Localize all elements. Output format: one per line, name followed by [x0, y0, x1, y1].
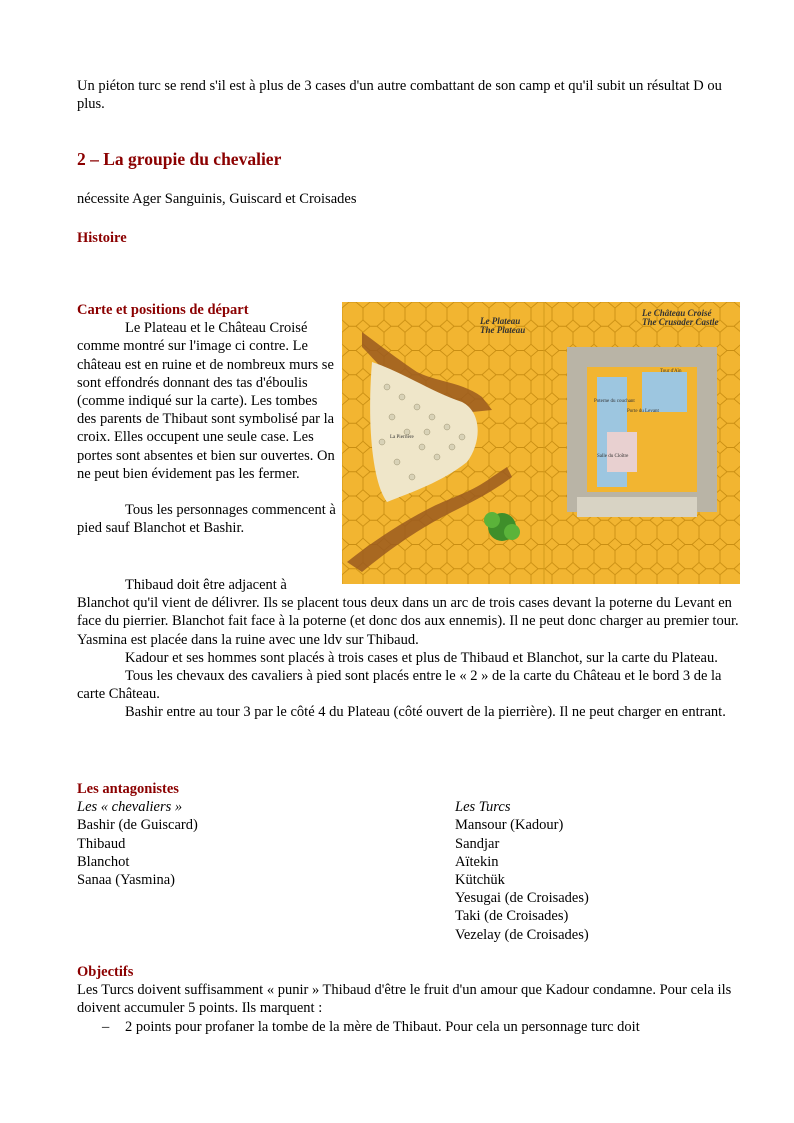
- game-map: [342, 302, 740, 584]
- chevaliers-title: Les « chevaliers »: [77, 799, 183, 816]
- objectifs-list: [77, 1018, 741, 1036]
- turc-item: Yesugai (de Croisades): [455, 890, 589, 907]
- objectifs-paragraph: Les Turcs doivent suffisamment « punir » Thibaud d'être le fruit d'un amour que Kadour condamne. Pour cela ils doivent accumuler 5 points. Ils marquent :: [77, 982, 732, 1017]
- antagonistes-heading: Les antagonistes: [77, 781, 179, 797]
- intro-text: Un piéton turc se rend s'il est à plus de 3 cases d'un autre combattant de son camp et qu'il subit un résultat D ou plus.: [77, 78, 722, 113]
- map-plateau-fr: Le Plateau: [480, 316, 521, 326]
- turc-item: Vezelay (de Croisades): [455, 926, 589, 943]
- castle-graphic: [567, 347, 717, 517]
- chevalier-item: Thibaud: [77, 835, 126, 852]
- antagonistes-section: [77, 780, 741, 944]
- carte-section: [77, 301, 339, 537]
- requirements: nécessite Ager Sanguinis, Guiscard et Croisades: [77, 191, 357, 207]
- map-castle-fr: Le Château Croisé: [642, 308, 712, 318]
- carte-paragraph-4: Kadour et ses hommes sont placés à trois cases et plus de Thibaud et Blanchot, sur la carte du Plateau.: [125, 649, 718, 666]
- chevaliers-column: [77, 798, 455, 944]
- carte-continued: [77, 576, 741, 722]
- map-castle-en: The Crusader Castle: [642, 317, 719, 327]
- carte-paragraph-2: Tous les personnages commencent à pied sauf Blanchot et Bashir.: [77, 502, 336, 537]
- chevalier-item: Sanaa (Yasmina): [77, 872, 175, 889]
- map-porte-label: Porte du Levant: [627, 409, 659, 414]
- turc-item: Aïtekin: [455, 853, 499, 870]
- map-poterne-label: Poterne du couchant: [594, 399, 635, 404]
- chevalier-item: Blanchot: [77, 853, 130, 870]
- turcs-column: [455, 798, 589, 944]
- turc-item: Sandjar: [455, 835, 500, 852]
- turcs-title: Les Turcs: [455, 799, 511, 816]
- objectifs-heading: Objectifs: [77, 964, 134, 980]
- map-graphic: [342, 302, 740, 584]
- objectif-item: – 2 points pour profaner la tombe de la mère de Thibaut. Pour cela un personnage turc doit: [77, 1018, 741, 1036]
- turc-item: Mansour (Kadour): [455, 817, 564, 834]
- turc-item: Kütchük: [455, 872, 505, 889]
- carte-paragraph-3: Thibaud doit être adjacent à Blanchot qu'il vient de délivrer. Ils se placent tous deux dans un arc de trois cases devant la poterne du Levant en face du pierrier. Blanchot fait face à la poterne (et donc dos aux ennemis). Il ne peut donc charger au premier tour. Yasmina est placée dans la ruine avec une ldv sur Thibaud.: [77, 577, 739, 648]
- map-plateau-en: The Plateau: [480, 325, 526, 335]
- map-salle-label: Salle du Cloître: [597, 454, 629, 459]
- carte-heading: Carte et positions de départ: [77, 302, 249, 318]
- carte-paragraph-1: Le Plateau et le Château Croisé comme montré sur l'image ci contre. Le château est en ruine et de nombreux murs se sont effondrés donnant des tas d'éboulis (comme indiqué sur la carte). Les tombes des parents de Thibaut sont symbolisé par la croix. Elles occupent une seule case. Les portes sont absentes et bien sur ouvertes. On ne peut bien évidement pas les fermer.: [77, 320, 335, 482]
- carte-paragraph-6: Bashir entre au tour 3 par le côté 4 du Plateau (côté ouvert de la pierrière). Il ne peut charger en entrant.: [125, 704, 726, 721]
- section-title: 2 – La groupie du chevalier: [77, 149, 282, 169]
- objectifs-section: [77, 963, 741, 1036]
- map-tour-label: Tour d'Aïn: [660, 369, 682, 374]
- map-pierriere-label: La Pierrière: [390, 435, 414, 440]
- chevalier-item: Bashir (de Guiscard): [77, 817, 198, 834]
- turc-item: Taki (de Croisades): [455, 908, 569, 925]
- carte-paragraph-5: Tous les chevaux des cavaliers à pied sont placés entre le « 2 » de la carte du Château et le bord 3 de la carte Château.: [77, 668, 722, 703]
- histoire-heading: Histoire: [77, 230, 127, 246]
